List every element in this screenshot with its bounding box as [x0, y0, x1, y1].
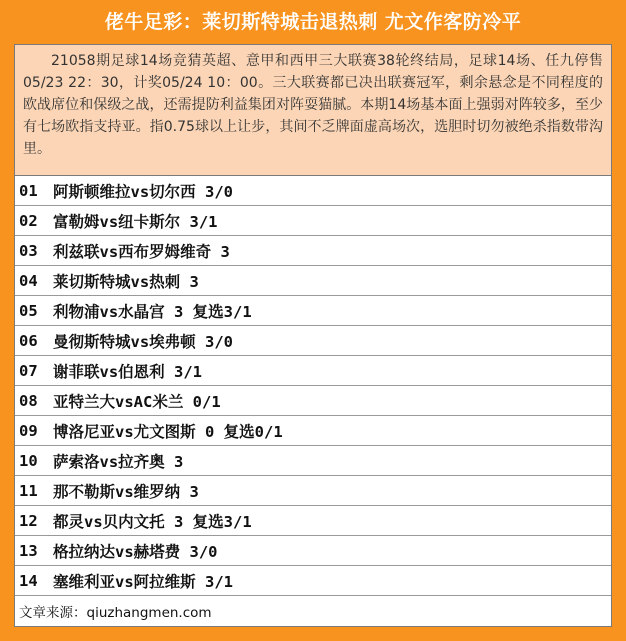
match-prediction: 塞维利亚vs阿拉维斯 3/1	[53, 572, 233, 591]
match-number: 05	[19, 301, 38, 320]
match-number: 07	[19, 361, 38, 380]
match-number: 09	[19, 421, 38, 440]
page-title: 佬牛足彩：莱切斯特城击退热刺 尤文作客防冷平	[104, 11, 522, 33]
match-number: 08	[19, 391, 38, 410]
match-prediction: 利兹联vs西布罗姆维奇 3	[53, 242, 230, 261]
content-panel	[14, 44, 612, 627]
match-row	[15, 356, 611, 386]
match-row	[15, 326, 611, 356]
match-row	[15, 566, 611, 596]
match-prediction: 利物浦vs水晶宫 3 复选3/1	[53, 302, 252, 321]
match-row	[15, 296, 611, 326]
match-number: 13	[19, 541, 38, 560]
match-prediction: 曼彻斯特城vs埃弗顿 3/0	[53, 332, 233, 351]
match-row	[15, 206, 611, 236]
match-prediction: 那不勒斯vs维罗纳 3	[53, 482, 199, 501]
match-prediction: 阿斯顿维拉vs切尔西 3/0	[53, 182, 233, 201]
match-number: 06	[19, 331, 38, 350]
match-row	[15, 446, 611, 476]
match-number: 11	[19, 481, 38, 500]
article-source: 文章来源：qiuzhangmen.com	[19, 605, 212, 621]
match-number: 02	[19, 211, 38, 230]
intro-paragraph: 21058期足球14场竞猜英超、意甲和西甲三大联赛38轮终结局，足球14场、任九停售05/23 22：30，计奖05/24 10：00。三大联赛都已决出联赛冠军，剩余悬念是不同程度的欧战席位和保级之战，还需提防利益集团对阵耍猫腻。本期14场基本面上强弱对阵较多，至少有七场欧指支持亚。指0.75球以上让步，其间不乏牌面虚高场次，选胆时切勿被绝杀指数带沟里。	[15, 45, 611, 176]
match-row	[15, 416, 611, 446]
match-number: 01	[19, 181, 38, 200]
match-prediction: 都灵vs贝内文托 3 复选3/1	[53, 512, 252, 531]
match-row	[15, 266, 611, 296]
match-row	[15, 176, 611, 206]
match-row	[15, 386, 611, 416]
match-prediction: 亚特兰大vsAC米兰 0/1	[53, 392, 221, 411]
match-prediction: 博洛尼亚vs尤文图斯 0 复选0/1	[53, 422, 283, 441]
match-number: 14	[19, 571, 38, 590]
match-prediction: 萨索洛vs拉齐奥 3	[53, 452, 184, 471]
match-number: 03	[19, 241, 38, 260]
match-row	[15, 236, 611, 266]
match-number: 10	[19, 451, 38, 470]
match-number: 12	[19, 511, 38, 530]
match-prediction: 莱切斯特城vs热刺 3	[53, 272, 199, 291]
match-row	[15, 506, 611, 536]
match-number: 04	[19, 271, 38, 290]
match-row	[15, 476, 611, 506]
match-row	[15, 536, 611, 566]
match-prediction: 格拉纳达vs赫塔费 3/0	[53, 542, 218, 561]
match-prediction: 谢菲联vs伯恩利 3/1	[53, 362, 202, 381]
match-prediction: 富勒姆vs纽卡斯尔 3/1	[53, 212, 218, 231]
